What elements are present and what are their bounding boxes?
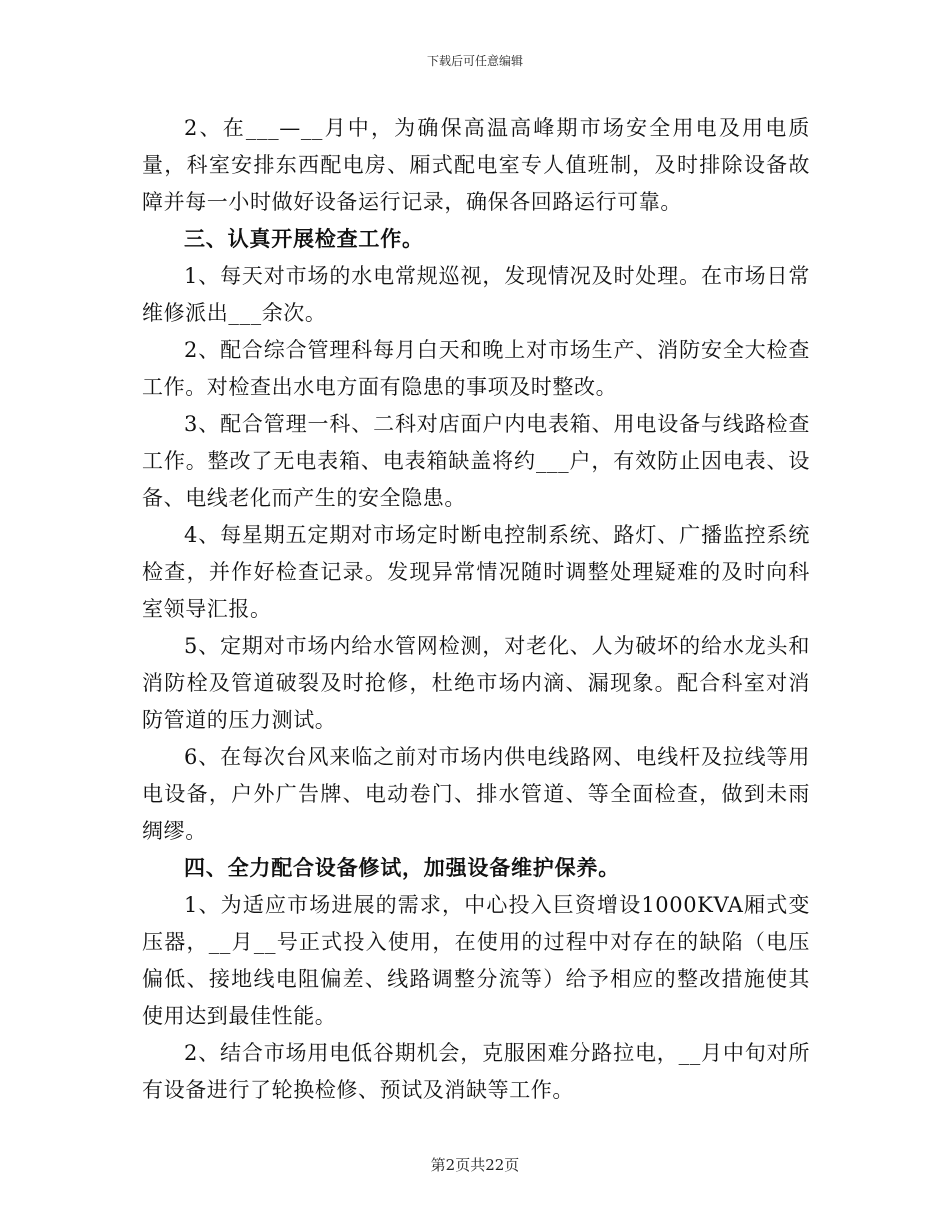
document-body — [142, 110, 810, 1109]
page-footer: 第2页共22页 — [430, 1156, 520, 1174]
paragraph: 5、定期对市场内给水管网检测，对老化、人为破坏的给水龙头和消防栓及管道破裂及时抢修，杜绝市场内滴、漏现象。配合科室对消防管道的压力测试。 — [142, 634, 810, 732]
section-heading: 三、认真开展检查工作。 — [184, 227, 424, 251]
page-header: 下载后可任意编辑 — [426, 54, 523, 68]
paragraph: 1、为适应市场进展的需求，中心投入巨资增设1000KVA厢式变压器，__月__号正式投入使用，在使用的过程中对存在的缺陷（电压偏低、接地线电阻偏差、线路调整分流等）给予相应的整改措施使其使用达到最佳性能。 — [142, 893, 810, 1028]
paragraph: 1、每天对市场的水电常规巡视，发现情况及时处理。在市场日常维修派出___余次。 — [142, 264, 810, 325]
paragraph: 4、每星期五定期对市场定时断电控制系统、路灯、广播监控系统检查，并作好检查记录。发现异常情况随时调整处理疑难的及时向科室领导汇报。 — [142, 523, 810, 621]
paragraph: 2、在___—__月中，为确保高温高峰期市场安全用电及用电质量，科室安排东西配电房、厢式配电室专人值班制，及时排除设备故障并每一小时做好设备运行记录，确保各回路运行可靠。 — [142, 116, 810, 214]
section-heading: 四、全力配合设备修试，加强设备维护保养。 — [184, 856, 620, 880]
paragraph: 3、配合管理一科、二科对店面户内电表箱、用电设备与线路检查工作。整改了无电表箱、电表箱缺盖将约___户，有效防止因电表、设备、电线老化而产生的安全隐患。 — [142, 412, 810, 510]
paragraph: 2、结合市场用电低谷期机会，克服困难分路拉电，__月中旬对所有设备进行了轮换检修、预试及消缺等工作。 — [142, 1041, 810, 1102]
paragraph: 6、在每次台风来临之前对市场内供电线路网、电线杆及拉线等用电设备，户外广告牌、电动卷门、排水管道、等全面检查，做到未雨绸缪。 — [142, 745, 810, 843]
paragraph: 2、配合综合管理科每月白天和晚上对市场生产、消防安全大检查工作。对检查出水电方面有隐患的事项及时整改。 — [142, 338, 810, 399]
